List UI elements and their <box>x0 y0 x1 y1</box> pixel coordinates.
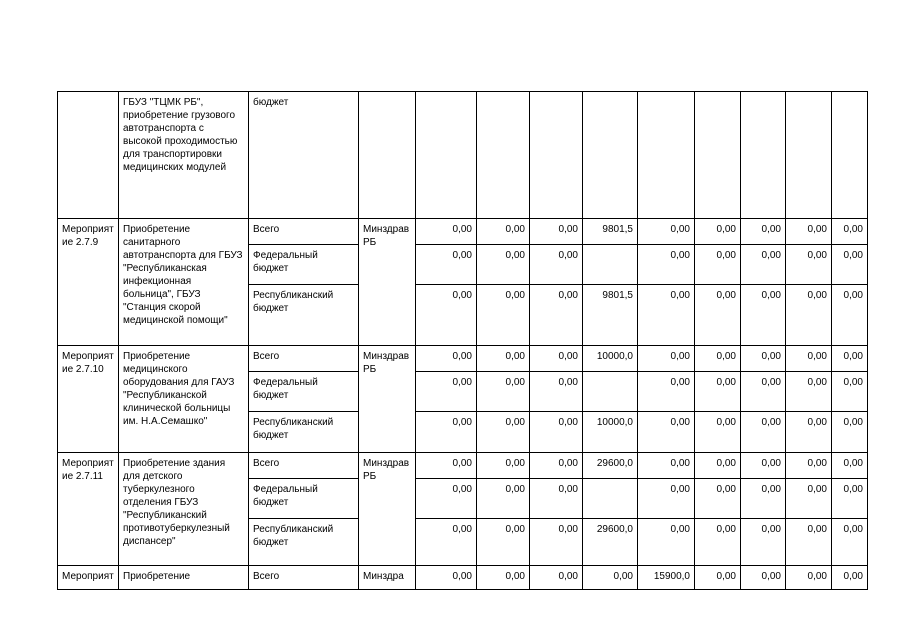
value-cell: 0,00 <box>477 412 530 453</box>
source-cell: Республиканский бюджет <box>249 412 359 453</box>
value-cell: 9801,5 <box>583 285 638 346</box>
event-cell: Мероприятие 2.7.11 <box>58 453 119 566</box>
event-name-cell: ГБУЗ "ТЦМК РБ", приобретение грузового автотранспорта с высокой проходимостью для транспортировки медицинских модулей <box>119 92 249 219</box>
value-cell <box>583 92 638 219</box>
budget-table <box>57 91 868 590</box>
value-cell <box>638 92 695 219</box>
value-cell <box>583 245 638 285</box>
value-cell: 0,00 <box>786 219 832 245</box>
value-cell: 0,00 <box>695 346 741 372</box>
value-cell <box>477 92 530 219</box>
value-cell <box>530 92 583 219</box>
value-cell: 10000,0 <box>583 412 638 453</box>
value-cell: 0,00 <box>530 245 583 285</box>
value-cell: 0,00 <box>741 479 786 519</box>
value-cell: 0,00 <box>638 219 695 245</box>
value-cell: 0,00 <box>741 372 786 412</box>
value-cell: 0,00 <box>832 346 868 372</box>
executor-cell: Минздра <box>359 566 416 590</box>
value-cell: 0,00 <box>530 285 583 346</box>
value-cell: 0,00 <box>695 412 741 453</box>
value-cell: 0,00 <box>695 453 741 479</box>
source-cell: Федеральный бюджет <box>249 245 359 285</box>
value-cell: 0,00 <box>638 285 695 346</box>
value-cell: 0,00 <box>832 479 868 519</box>
value-cell: 0,00 <box>741 346 786 372</box>
event-cell: Мероприятие 2.7.10 <box>58 346 119 453</box>
value-cell: 0,00 <box>786 453 832 479</box>
value-cell: 0,00 <box>477 519 530 566</box>
value-cell: 0,00 <box>416 346 477 372</box>
value-cell: 10000,0 <box>583 346 638 372</box>
source-cell: Республиканский бюджет <box>249 519 359 566</box>
value-cell: 0,00 <box>638 453 695 479</box>
executor-cell: Минздрав РБ <box>359 453 416 566</box>
value-cell: 0,00 <box>695 566 741 590</box>
value-cell: 0,00 <box>741 412 786 453</box>
value-cell: 0,00 <box>477 245 530 285</box>
value-cell <box>832 92 868 219</box>
value-cell: 0,00 <box>477 372 530 412</box>
value-cell: 0,00 <box>741 219 786 245</box>
value-cell: 0,00 <box>638 519 695 566</box>
value-cell <box>416 92 477 219</box>
source-cell: Республиканский бюджет <box>249 285 359 346</box>
source-cell: Федеральный бюджет <box>249 372 359 412</box>
event-name-cell: Приобретение медицинского оборудования для ГАУЗ "Республиканской клинической больницы им. Н.А.Семашко" <box>119 346 249 453</box>
value-cell: 0,00 <box>530 566 583 590</box>
value-cell <box>583 372 638 412</box>
value-cell: 0,00 <box>695 519 741 566</box>
value-cell: 0,00 <box>832 285 868 346</box>
value-cell: 0,00 <box>695 285 741 346</box>
value-cell: 0,00 <box>530 453 583 479</box>
value-cell: 0,00 <box>741 453 786 479</box>
value-cell: 0,00 <box>530 219 583 245</box>
table-row <box>58 346 868 372</box>
value-cell: 0,00 <box>832 245 868 285</box>
value-cell: 0,00 <box>477 346 530 372</box>
event-name-cell: Приобретение <box>119 566 249 590</box>
value-cell: 0,00 <box>416 245 477 285</box>
source-cell: бюджет <box>249 92 359 219</box>
source-cell: Всего <box>249 346 359 372</box>
source-cell: Всего <box>249 566 359 590</box>
value-cell: 0,00 <box>477 566 530 590</box>
value-cell: 29600,0 <box>583 519 638 566</box>
event-cell: Мероприятие 2.7.9 <box>58 219 119 346</box>
value-cell: 0,00 <box>695 479 741 519</box>
executor-cell: Минздрав РБ <box>359 219 416 346</box>
value-cell: 0,00 <box>786 372 832 412</box>
value-cell: 0,00 <box>832 566 868 590</box>
event-cell <box>58 92 119 219</box>
value-cell: 0,00 <box>832 519 868 566</box>
value-cell: 0,00 <box>416 519 477 566</box>
value-cell: 0,00 <box>786 566 832 590</box>
value-cell: 15900,0 <box>638 566 695 590</box>
value-cell: 0,00 <box>477 219 530 245</box>
value-cell: 0,00 <box>832 453 868 479</box>
value-cell: 0,00 <box>695 219 741 245</box>
value-cell: 0,00 <box>416 566 477 590</box>
value-cell <box>741 92 786 219</box>
value-cell: 0,00 <box>416 479 477 519</box>
value-cell: 0,00 <box>695 372 741 412</box>
value-cell: 0,00 <box>416 219 477 245</box>
value-cell: 0,00 <box>832 219 868 245</box>
value-cell: 9801,5 <box>583 219 638 245</box>
table-row <box>58 219 868 245</box>
value-cell: 0,00 <box>416 372 477 412</box>
value-cell: 0,00 <box>695 245 741 285</box>
value-cell: 0,00 <box>741 285 786 346</box>
executor-cell <box>359 92 416 219</box>
value-cell: 0,00 <box>786 479 832 519</box>
value-cell: 0,00 <box>638 346 695 372</box>
value-cell <box>695 92 741 219</box>
event-name-cell: Приобретение санитарного автотранспорта для ГБУЗ "Республиканская инфекционная больница", ГБУЗ "Станция скорой медицинской помощи" <box>119 219 249 346</box>
value-cell: 0,00 <box>638 412 695 453</box>
value-cell: 29600,0 <box>583 453 638 479</box>
value-cell: 0,00 <box>477 453 530 479</box>
value-cell: 0,00 <box>741 566 786 590</box>
value-cell: 0,00 <box>786 245 832 285</box>
value-cell: 0,00 <box>530 412 583 453</box>
value-cell: 0,00 <box>416 412 477 453</box>
source-cell: Всего <box>249 453 359 479</box>
value-cell: 0,00 <box>786 412 832 453</box>
value-cell: 0,00 <box>832 412 868 453</box>
value-cell: 0,00 <box>786 519 832 566</box>
value-cell: 0,00 <box>583 566 638 590</box>
value-cell: 0,00 <box>477 285 530 346</box>
event-cell: Мероприят <box>58 566 119 590</box>
source-cell: Всего <box>249 219 359 245</box>
value-cell: 0,00 <box>741 245 786 285</box>
value-cell: 0,00 <box>638 245 695 285</box>
value-cell: 0,00 <box>638 372 695 412</box>
executor-cell: Минздрав РБ <box>359 346 416 453</box>
value-cell: 0,00 <box>530 479 583 519</box>
table-row <box>58 92 868 219</box>
value-cell: 0,00 <box>530 346 583 372</box>
table-row <box>58 453 868 479</box>
value-cell: 0,00 <box>638 479 695 519</box>
value-cell: 0,00 <box>832 372 868 412</box>
value-cell: 0,00 <box>477 479 530 519</box>
value-cell <box>583 479 638 519</box>
source-cell: Федеральный бюджет <box>249 479 359 519</box>
value-cell: 0,00 <box>416 453 477 479</box>
value-cell <box>786 92 832 219</box>
value-cell: 0,00 <box>416 285 477 346</box>
value-cell: 0,00 <box>530 372 583 412</box>
table-row <box>58 566 868 590</box>
value-cell: 0,00 <box>741 519 786 566</box>
value-cell: 0,00 <box>786 346 832 372</box>
event-name-cell: Приобретение здания для детского туберкулезного отделения ГБУЗ "Республиканский противотуберкулезный диспансер" <box>119 453 249 566</box>
value-cell: 0,00 <box>530 519 583 566</box>
value-cell: 0,00 <box>786 285 832 346</box>
